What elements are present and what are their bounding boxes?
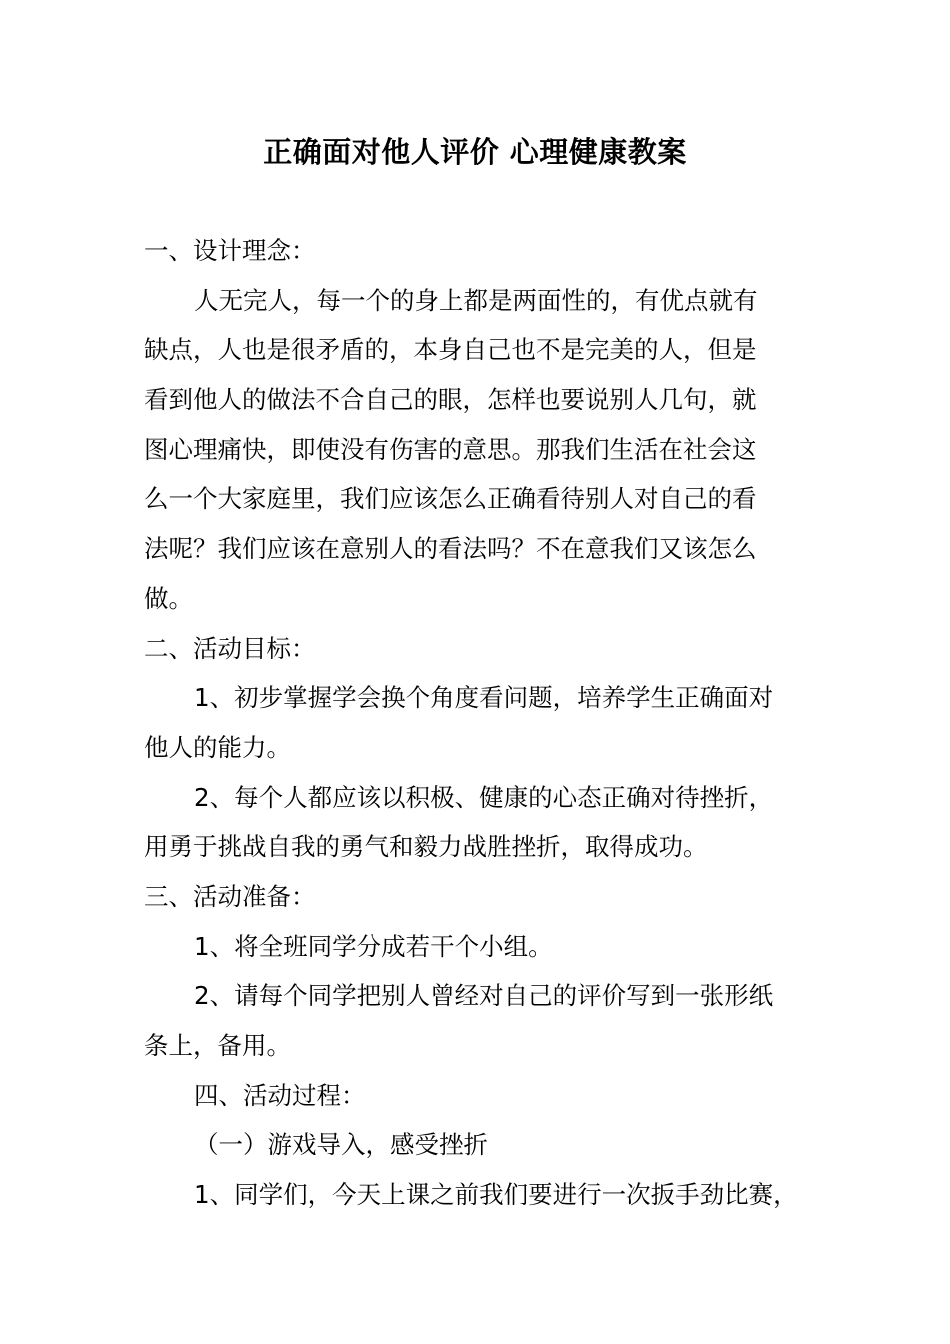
section-heading-activity-goals: 二、活动目标：	[144, 633, 316, 663]
paragraph-line: 图心理痛快，即使没有伤害的意思。那我们生活在社会这	[144, 434, 757, 464]
list-item-line: 1、同学们，今天上课之前我们要进行一次扳手劲比赛，	[194, 1180, 798, 1210]
paragraph-line: 么一个大家庭里，我们应该怎么正确看待别人对自己的看	[144, 484, 757, 514]
paragraph-line: 人无完人，每一个的身上都是两面性的，有优点就有	[194, 285, 758, 315]
paragraph-line: 看到他人的做法不合自己的眼，怎样也要说别人几句，就	[144, 385, 757, 415]
section-heading-design-concept: 一、设计理念：	[144, 236, 316, 265]
section-heading-activity-preparation: 三、活动准备：	[144, 881, 316, 911]
paragraph-line: 做。	[144, 583, 193, 613]
list-item-line: 1、将全班同学分成若干个小组。	[194, 931, 553, 961]
subsection-heading-game-intro: （一）游戏导入，感受挫折	[194, 1130, 488, 1160]
paragraph-line: 法呢？我们应该在意别人的看法吗？不在意我们又该怎么	[144, 534, 757, 564]
document-title: 正确面对他人评价 心理健康教案	[263, 135, 687, 169]
list-item-line: 2、每个人都应该以积极、健康的心态正确对待挫折，	[194, 782, 774, 812]
section-heading-activity-process: 四、活动过程：	[194, 1080, 366, 1110]
list-item-line: 条上，备用。	[144, 1031, 291, 1060]
list-item-line: 用勇于挑战自我的勇气和毅力战胜挫折，取得成功。	[144, 832, 708, 862]
list-item-line: 1、初步掌握学会换个角度看问题，培养学生正确面对	[194, 683, 774, 713]
document-body	[144, 226, 812, 1220]
paragraph-line: 缺点，人也是很矛盾的，本身自己也不是完美的人，但是	[144, 335, 757, 365]
list-item-line: 他人的能力。	[144, 732, 291, 762]
list-item-line: 2、请每个同学把别人曾经对自己的评价写到一张形纸	[194, 981, 774, 1011]
